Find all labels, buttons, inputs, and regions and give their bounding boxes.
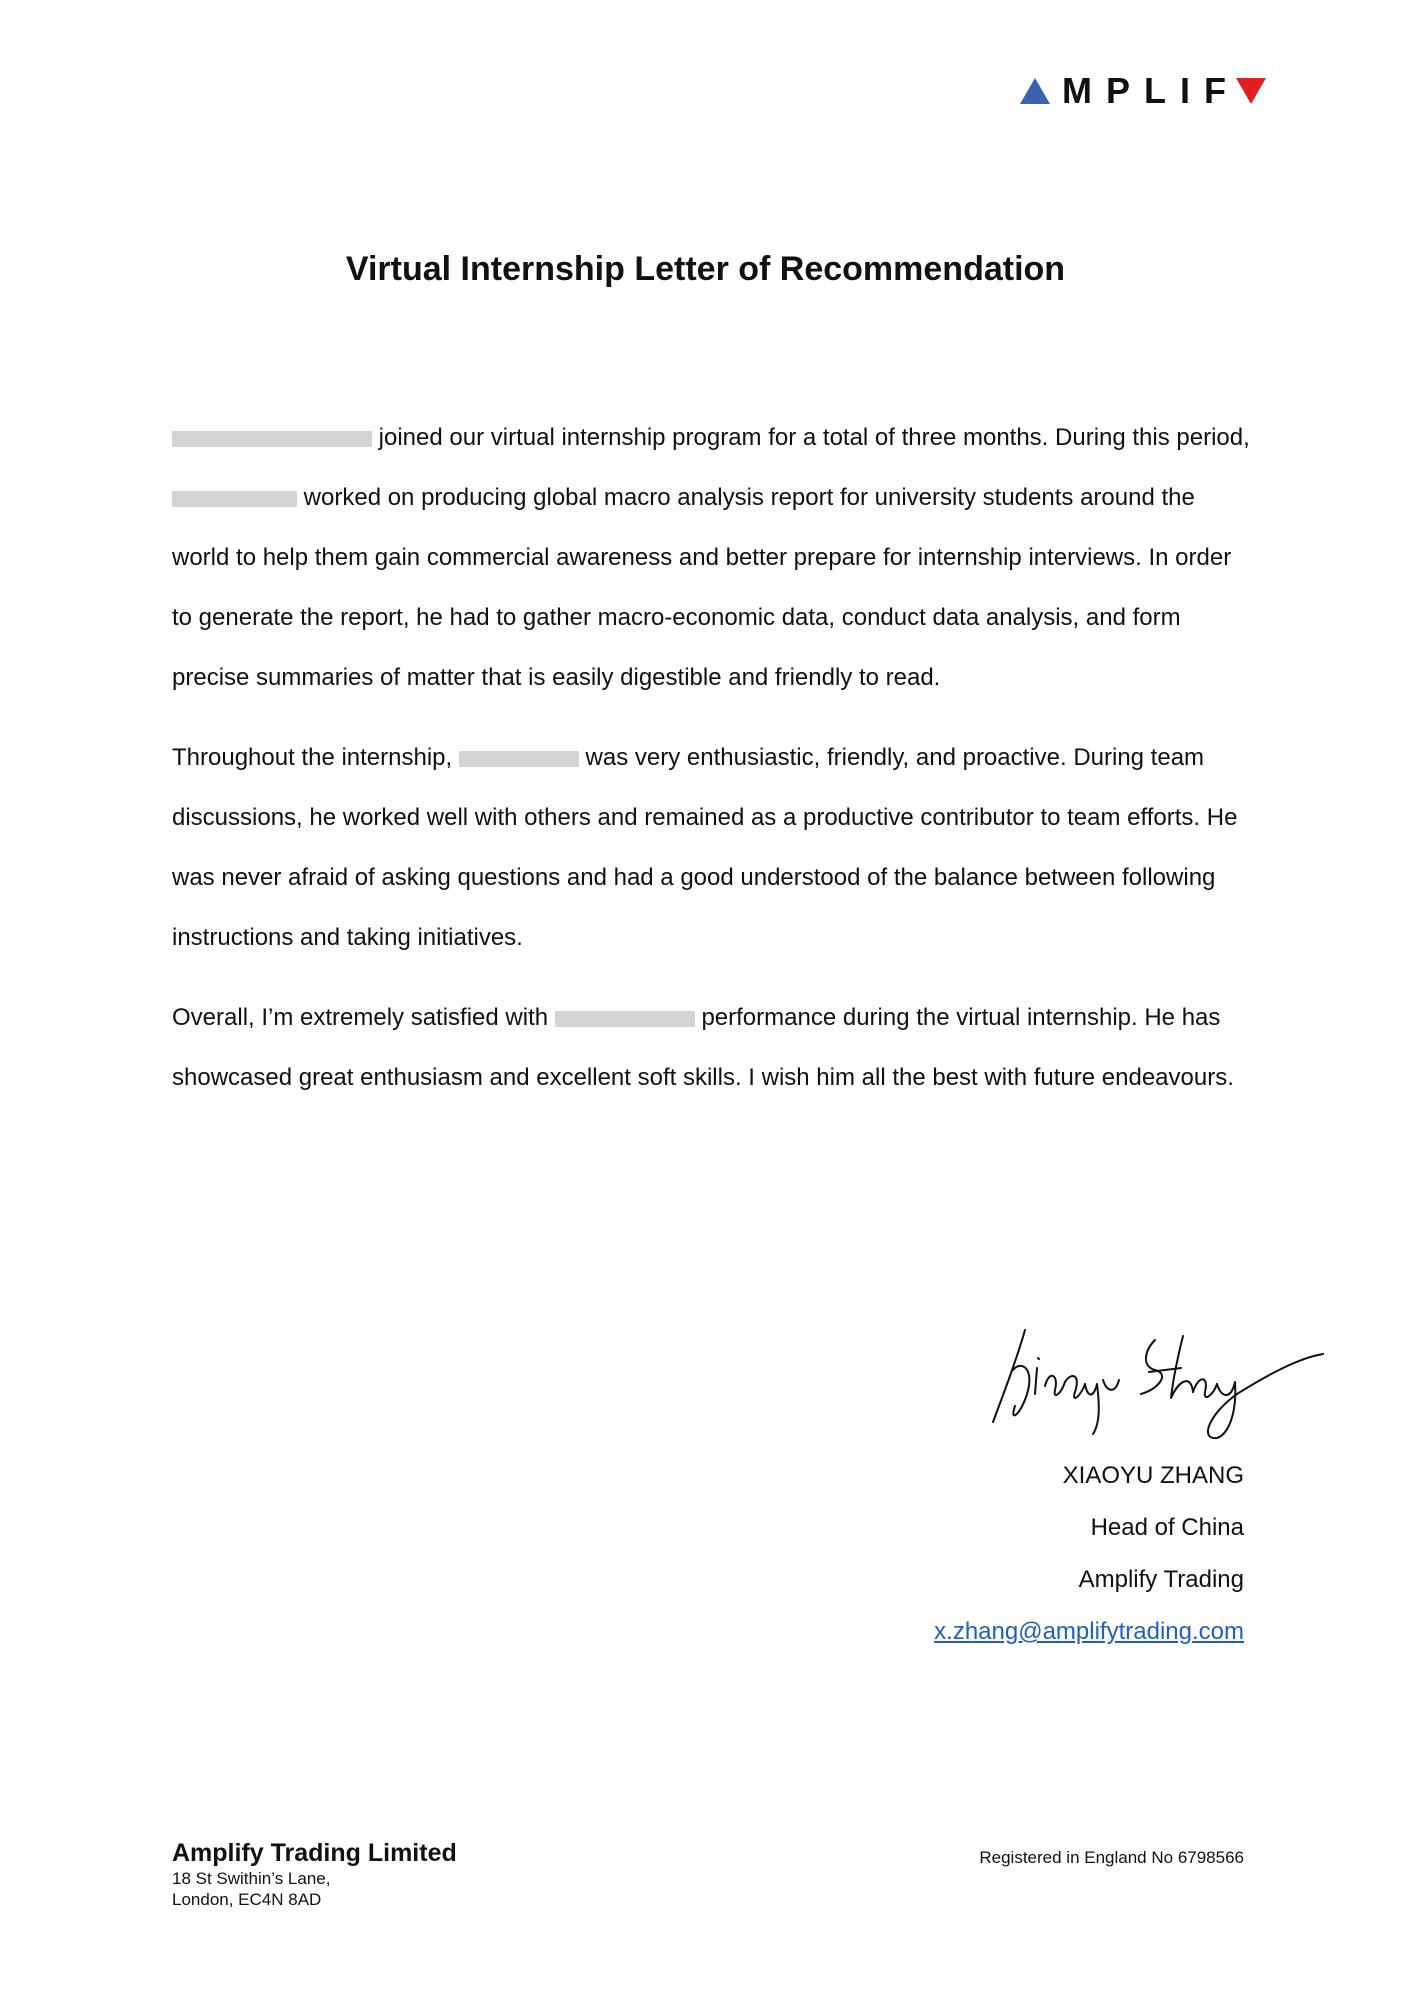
paragraph-2-part-b: was very enthusiastic, friendly, and proactive. During team discussions, he worked well with others and remained as a productive contributor to team efforts. He was never afraid of asking questions and had a good understood of the balance between following instructions and taking initiatives. [172,744,1238,951]
footer-address [172,1838,457,1910]
signatory-email-link[interactable]: x.zhang@amplifytrading.com [934,1618,1244,1645]
footer-address-line-2: London, EC4N 8AD [172,1890,322,1909]
signatory-company: Amplify Trading [1078,1566,1244,1593]
footer-address-line-1: 18 St Swithin’s Lane, [172,1869,331,1888]
signatory-role: Head of China [1090,1514,1244,1541]
red-down-triangle-icon [1236,78,1266,104]
signatory-name: XIAOYU ZHANG [1062,1462,1244,1489]
blue-up-triangle-icon [1020,78,1050,104]
amplify-logo [1020,70,1266,112]
redacted-possessive-name [555,1011,695,1027]
footer-company-name: Amplify Trading Limited [172,1839,457,1867]
paragraph-3-part-b: performance during the virtual internship. He has showcased great enthusiasm and excellent soft skills. I wish him all the best with future endeavours. [172,1004,1234,1091]
paragraph-2-part-a: Throughout the internship, [172,744,453,771]
paragraph-1 [172,408,1252,708]
redacted-first-name [172,491,297,507]
letter-body [172,408,1252,1128]
logo-text: MPLIF [1062,70,1240,111]
paragraph-3 [172,988,1252,1108]
paragraph-1-part-b: worked on producing global macro analysis report for university students around the world to help them gain commercial awareness and better prepare for internship interviews. In order to generate the report, he had to gather macro-economic data, conduct data analysis, and form precise summaries of matter that is easily digestible and friendly to read. [172,484,1232,691]
paragraph-2 [172,728,1252,968]
handwritten-signature [985,1310,1325,1440]
footer-registration: Registered in England No 6798566 [979,1848,1244,1867]
paragraph-1-part-a: joined our virtual internship program for a total of three months. During this period, [378,424,1250,451]
paragraph-3-part-a: Overall, I’m extremely satisfied with [172,1004,549,1031]
letter-title: Virtual Internship Letter of Recommendation [345,250,1066,288]
signature-block [934,1450,1244,1658]
redacted-first-name [459,751,579,767]
redacted-full-name [172,431,372,447]
